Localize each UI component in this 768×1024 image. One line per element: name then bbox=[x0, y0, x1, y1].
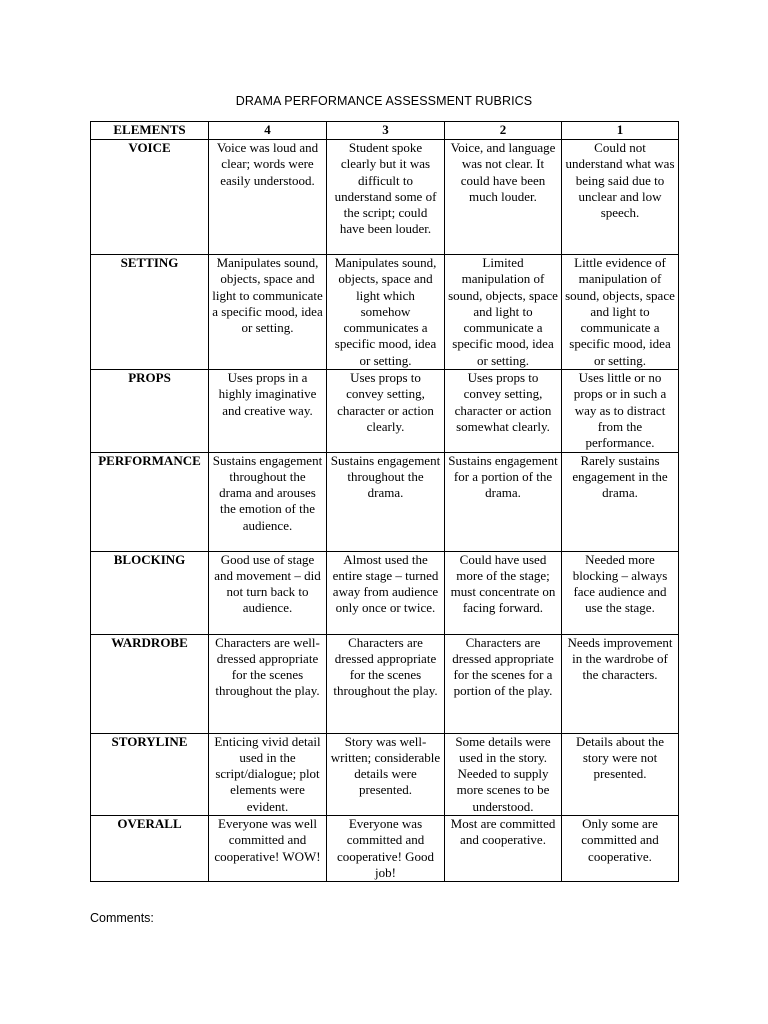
element-name: SETTING bbox=[91, 255, 209, 370]
element-name: STORYLINE bbox=[91, 733, 209, 815]
criteria-cell: Limited manipulation of sound, objects, space and light to communicate a specific mood, idea or setting. bbox=[445, 255, 562, 370]
header-elements: ELEMENTS bbox=[91, 122, 209, 140]
criteria-cell: Good use of stage and movement – did not turn back to audience. bbox=[209, 551, 327, 634]
table-row bbox=[91, 634, 679, 733]
criteria-cell: Uses props in a highly imaginative and creative way. bbox=[209, 370, 327, 452]
criteria-cell: Story was well-written; considerable details were presented. bbox=[327, 733, 445, 815]
table-row bbox=[91, 140, 679, 255]
criteria-cell: Only some are committed and cooperative. bbox=[562, 816, 679, 882]
criteria-cell: Rarely sustains engagement in the drama. bbox=[562, 452, 679, 551]
criteria-cell: Uses props to convey setting, character or action clearly. bbox=[327, 370, 445, 452]
criteria-cell: Needs improvement in the wardrobe of the characters. bbox=[562, 634, 679, 733]
criteria-cell: Characters are dressed appropriate for the scenes for a portion of the play. bbox=[445, 634, 562, 733]
criteria-cell: Little evidence of manipulation of sound, objects, space and light to communicate a specific mood, idea or setting. bbox=[562, 255, 679, 370]
criteria-cell: Student spoke clearly but it was difficult to understand some of the script; could have been louder. bbox=[327, 140, 445, 255]
criteria-cell: Voice, and language was not clear. It could have been much louder. bbox=[445, 140, 562, 255]
comments-label: Comments: bbox=[90, 911, 154, 925]
table-row bbox=[91, 551, 679, 634]
criteria-cell: Voice was loud and clear; words were easily understood. bbox=[209, 140, 327, 255]
criteria-cell: Details about the story were not presented. bbox=[562, 733, 679, 815]
criteria-cell: Everyone was well committed and cooperative! WOW! bbox=[209, 816, 327, 882]
rubric-table bbox=[90, 121, 679, 882]
table-row bbox=[91, 816, 679, 882]
header-score-3: 3 bbox=[327, 122, 445, 140]
criteria-cell: Most are committed and cooperative. bbox=[445, 816, 562, 882]
element-name: VOICE bbox=[91, 140, 209, 255]
element-name: PERFORMANCE bbox=[91, 452, 209, 551]
table-row bbox=[91, 733, 679, 815]
table-row bbox=[91, 452, 679, 551]
criteria-cell: Manipulates sound, objects, space and light to communicate a specific mood, idea or setting. bbox=[209, 255, 327, 370]
header-score-2: 2 bbox=[445, 122, 562, 140]
criteria-cell: Sustains engagement throughout the drama. bbox=[327, 452, 445, 551]
criteria-cell: Could have used more of the stage; must concentrate on facing forward. bbox=[445, 551, 562, 634]
page-title: DRAMA PERFORMANCE ASSESSMENT RUBRICS bbox=[235, 94, 533, 108]
criteria-cell: Manipulates sound, objects, space and light which somehow communicates a specific mood, idea or setting. bbox=[327, 255, 445, 370]
element-name: PROPS bbox=[91, 370, 209, 452]
criteria-cell: Some details were used in the story. Needed to supply more scenes to be understood. bbox=[445, 733, 562, 815]
criteria-cell: Characters are well-dressed appropriate for the scenes throughout the play. bbox=[209, 634, 327, 733]
criteria-cell: Needed more blocking – always face audience and use the stage. bbox=[562, 551, 679, 634]
criteria-cell: Almost used the entire stage – turned away from audience only once or twice. bbox=[327, 551, 445, 634]
element-name: OVERALL bbox=[91, 816, 209, 882]
element-name: BLOCKING bbox=[91, 551, 209, 634]
criteria-cell: Characters are dressed appropriate for the scenes throughout the play. bbox=[327, 634, 445, 733]
table-header-row bbox=[91, 122, 679, 140]
header-score-1: 1 bbox=[562, 122, 679, 140]
element-name: WARDROBE bbox=[91, 634, 209, 733]
criteria-cell: Uses props to convey setting, character or action somewhat clearly. bbox=[445, 370, 562, 452]
header-score-4: 4 bbox=[209, 122, 327, 140]
criteria-cell: Enticing vivid detail used in the script/dialogue; plot elements were evident. bbox=[209, 733, 327, 815]
criteria-cell: Sustains engagement throughout the drama and arouses the emotion of the audience. bbox=[209, 452, 327, 551]
table-row bbox=[91, 255, 679, 370]
table-row bbox=[91, 370, 679, 452]
criteria-cell: Uses little or no props or in such a way as to distract from the performance. bbox=[562, 370, 679, 452]
criteria-cell: Sustains engagement for a portion of the drama. bbox=[445, 452, 562, 551]
criteria-cell: Could not understand what was being said due to unclear and low speech. bbox=[562, 140, 679, 255]
criteria-cell: Everyone was committed and cooperative! Good job! bbox=[327, 816, 445, 882]
